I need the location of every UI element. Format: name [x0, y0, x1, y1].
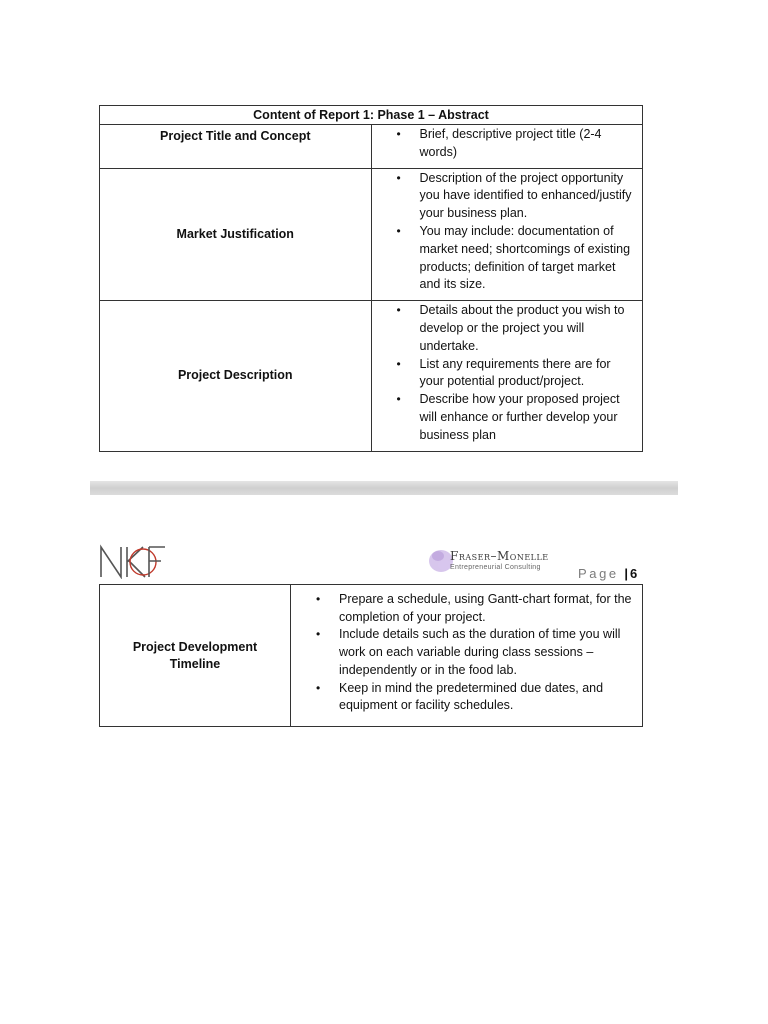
bullet-item: • Include details such as the duration of time you will work on each variable during class sessions – independently or in the food lab. [291, 626, 636, 679]
page-word: Page [578, 566, 619, 581]
row-content [291, 585, 643, 727]
report-content-table [99, 105, 643, 452]
bullet-item: • List any requirements there are for your potential product/project. [372, 356, 637, 392]
row-label: Project Title and Concept [100, 125, 372, 169]
nkf-logo-icon [99, 543, 169, 579]
page-separator: | [624, 566, 629, 581]
table-row-project-description [100, 301, 643, 451]
bullet-item: • Prepare a schedule, using Gantt-chart format, for the completion of your project. [291, 591, 636, 627]
report-content-table-continued [99, 584, 643, 727]
bullet-item: • Brief, descriptive project title (2-4 words) [372, 126, 637, 162]
bullet-item: • Keep in mind the predetermined due dates, and equipment or facility schedules. [291, 680, 636, 716]
page-number-value: 6 [630, 566, 638, 581]
fraser-monelle-logo [428, 543, 568, 577]
row-label: Market Justification [100, 168, 372, 301]
bullet-item: • Details about the product you wish to develop or the project you will undertake. [372, 302, 637, 355]
table-caption: Content of Report 1: Phase 1 – Abstract [100, 106, 643, 125]
bullet-list [372, 170, 637, 295]
row-label: Project Development Timeline [100, 585, 291, 727]
bullet-item: • You may include: documentation of market need; shortcomings of existing products; definition of target market and its size. [372, 223, 637, 294]
table-row-development-timeline [100, 585, 643, 727]
table-row-market-justification [100, 168, 643, 301]
page-break-divider [90, 481, 678, 495]
table-caption-row [100, 106, 643, 125]
table-row-project-title [100, 125, 643, 169]
row-label: Project Description [100, 301, 372, 451]
bullet-list [372, 126, 637, 162]
row-content [371, 125, 643, 169]
bullet-list [291, 591, 636, 716]
page-number [578, 566, 637, 581]
brand-tagline: Entrepreneurial Consulting [450, 564, 541, 571]
bullet-item: • Description of the project opportunity you have identified to enhanced/justify your business plan. [372, 170, 637, 223]
bullet-list [372, 302, 637, 444]
row-content [371, 168, 643, 301]
brand-name: Fraser–Monelle [450, 549, 549, 563]
row-content [371, 301, 643, 451]
bullet-item: • Describe how your proposed project will enhance or further develop your business plan [372, 391, 637, 444]
nkf-logo [99, 543, 169, 584]
